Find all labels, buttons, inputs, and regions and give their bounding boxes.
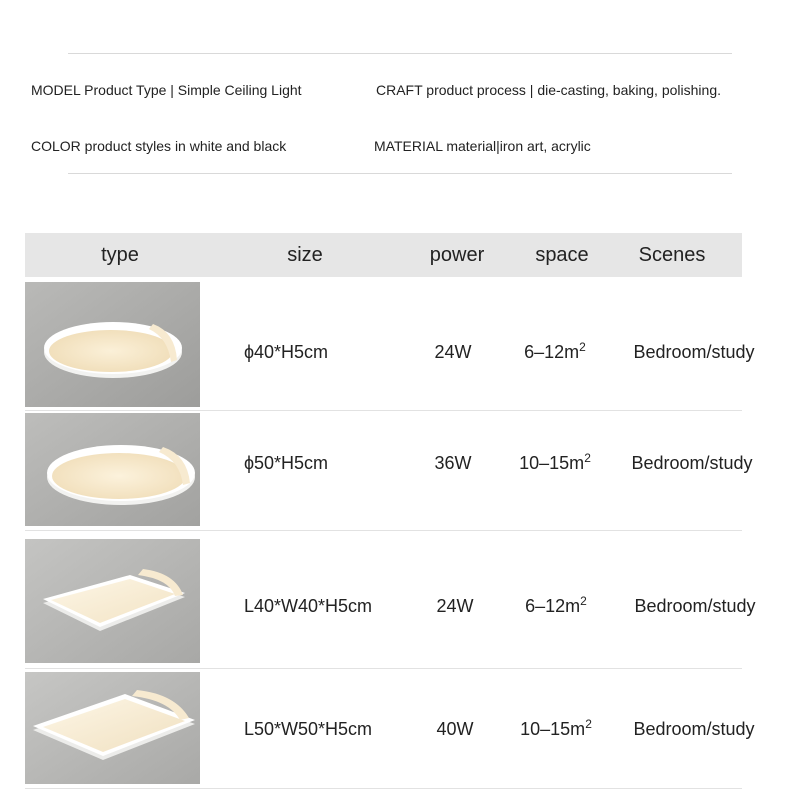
power-cell: 24W bbox=[434, 342, 472, 362]
scene-cell: Bedroom/study bbox=[631, 453, 753, 473]
row-divider bbox=[25, 668, 742, 669]
product-image-square-50 bbox=[25, 672, 200, 784]
size-cell: L50*W50*H5cm bbox=[243, 719, 373, 739]
row-divider bbox=[25, 788, 742, 789]
space-cell: $10-15m^2$ bbox=[520, 717, 592, 739]
header-type: type bbox=[101, 244, 139, 266]
size-cell: ϕ40*H5cm bbox=[243, 342, 329, 362]
table-header bbox=[25, 233, 742, 277]
power-cell: 24W bbox=[436, 596, 474, 616]
row-divider bbox=[25, 410, 742, 411]
size-cell: L40*W40*H5cm bbox=[243, 596, 373, 616]
row-divider bbox=[25, 530, 742, 531]
header-scenes: Scenes bbox=[638, 244, 706, 266]
product-image-square-40 bbox=[25, 539, 200, 663]
scene-cell: Bedroom/study bbox=[633, 342, 755, 362]
spec-craft: CRAFT product process | die-casting, baking, polishing. bbox=[376, 82, 721, 98]
size-cell: ϕ50*H5cm bbox=[243, 453, 329, 473]
space-cell: $6-12m^2$ bbox=[524, 340, 586, 362]
header-size: size bbox=[287, 244, 323, 266]
space-cell: $10-15m^2$ bbox=[519, 451, 591, 473]
space-cell: $6-12m^2$ bbox=[525, 594, 587, 616]
spec-divider bbox=[68, 173, 732, 174]
top-divider bbox=[68, 53, 732, 54]
spec-model: MODEL Product Type | Simple Ceiling Light bbox=[31, 82, 302, 98]
power-cell: 40W bbox=[436, 719, 474, 739]
spec-color: COLOR product styles in white and black bbox=[31, 138, 287, 154]
scene-cell: Bedroom/study bbox=[633, 719, 755, 739]
spec-material: MATERIAL material|iron art, acrylic bbox=[374, 138, 591, 154]
power-cell: 36W bbox=[434, 453, 472, 473]
scene-cell: Bedroom/study bbox=[634, 596, 756, 616]
product-image-round-50 bbox=[25, 413, 200, 526]
header-power: power bbox=[429, 244, 485, 266]
product-image-round-40 bbox=[25, 282, 200, 407]
header-space: space bbox=[535, 244, 589, 266]
